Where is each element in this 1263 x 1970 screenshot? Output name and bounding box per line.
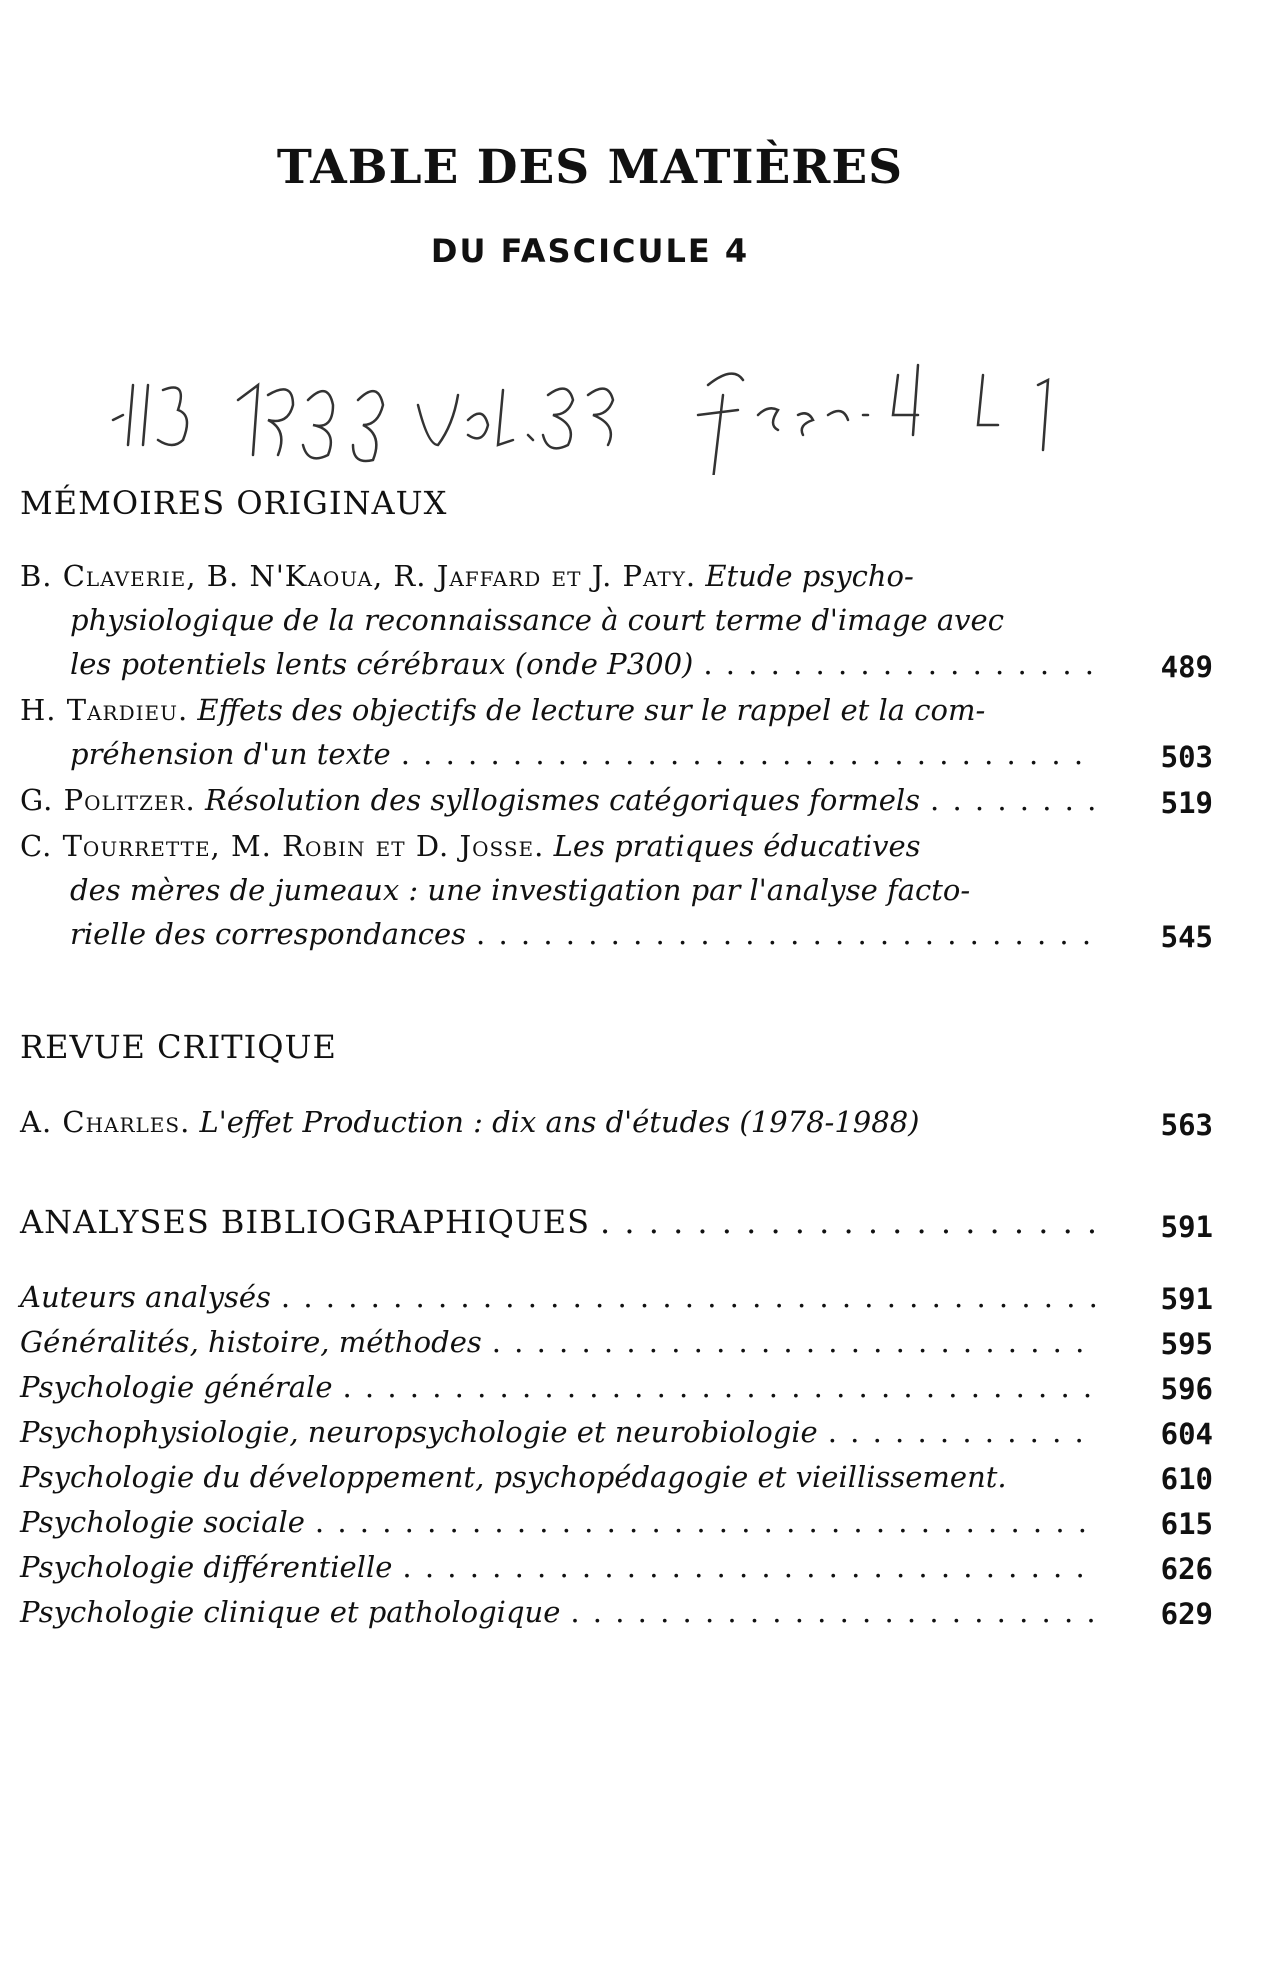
leader-dots xyxy=(401,732,1098,776)
section-heading-memoires: MÉMOIRES ORIGINAUX xyxy=(20,484,448,522)
page-number: 545 xyxy=(1160,920,1213,954)
section-heading-label: ANALYSES BIBLIOGRAPHIQUES xyxy=(20,1203,591,1241)
entry-title-line: rielle des correspondances xyxy=(70,917,467,951)
leader-dots xyxy=(476,912,1098,956)
list-item[interactable] xyxy=(20,1280,1108,1314)
list-item[interactable] xyxy=(20,1595,1108,1629)
entry-title-line: Etude psycho- xyxy=(705,559,914,593)
entry-title-line: des mères de jumeaux : une investigation par l'analyse facto- xyxy=(70,873,971,907)
toc-entry-politzer[interactable] xyxy=(20,778,1108,822)
leader-dots xyxy=(600,1200,1098,1244)
section-heading-analyses[interactable] xyxy=(20,1200,1108,1244)
page-number: 591 xyxy=(1160,1210,1213,1244)
page-number: 596 xyxy=(1160,1372,1213,1406)
page-number: 615 xyxy=(1160,1507,1213,1541)
list-item[interactable] xyxy=(20,1325,1108,1359)
page-number: 610 xyxy=(1160,1462,1213,1496)
page-subtitle: DU FASCICULE 4 xyxy=(430,232,750,270)
list-item-label: Psychologie sociale xyxy=(20,1505,305,1539)
leader-dots xyxy=(315,1505,1098,1539)
list-item[interactable] xyxy=(20,1550,1108,1584)
page-number: 519 xyxy=(1160,786,1213,820)
toc-entry-tourrette[interactable] xyxy=(20,824,1108,956)
page-number: 626 xyxy=(1160,1552,1213,1586)
leader-dots xyxy=(402,1550,1098,1584)
toc-entry-charles[interactable] xyxy=(20,1100,1108,1144)
entry-title-line: physiologique de la reconnaissance à court terme d'image avec xyxy=(70,603,1004,637)
list-item[interactable] xyxy=(20,1505,1108,1539)
leader-dots xyxy=(281,1280,1098,1314)
page-number: 591 xyxy=(1160,1282,1213,1316)
list-item-label: Généralités, histoire, méthodes xyxy=(20,1325,482,1359)
entry-title-line: Résolution des syllogismes catégoriques formels xyxy=(205,783,921,817)
list-item-label: Auteurs analysés xyxy=(20,1280,271,1314)
leader-dots xyxy=(570,1595,1098,1629)
toc-entry-claverie[interactable] xyxy=(20,554,1108,686)
list-item-label: Psychophysiologie, neuropsychologie et neurobiologie xyxy=(20,1415,818,1449)
page-number: 503 xyxy=(1160,740,1213,774)
handwritten-annotation xyxy=(108,345,1188,475)
section-heading-revue: REVUE CRITIQUE xyxy=(20,1028,337,1066)
list-item-label: Psychologie clinique et pathologique xyxy=(20,1595,561,1629)
page-number: 563 xyxy=(1160,1108,1213,1142)
page-number: 629 xyxy=(1160,1597,1213,1631)
list-item[interactable] xyxy=(20,1460,1108,1494)
list-item-label: Psychologie générale xyxy=(20,1370,333,1404)
list-item[interactable] xyxy=(20,1370,1108,1404)
entry-authors: A. Charles. xyxy=(20,1105,191,1139)
entry-authors: C. Tourrette, M. Robin et D. Josse. xyxy=(20,829,545,863)
page-title: TABLE DES MATIÈRES xyxy=(276,140,904,195)
entry-authors: G. Politzer. xyxy=(20,783,196,817)
entry-title-line: L'effet Production : dix ans d'études (1978-1988) xyxy=(199,1105,920,1139)
leader-dots xyxy=(828,1415,1098,1449)
page-number: 489 xyxy=(1160,650,1213,684)
list-item-label: Psychologie différentielle xyxy=(20,1550,393,1584)
leader-dots xyxy=(343,1370,1099,1404)
entry-title-line: Les pratiques éducatives xyxy=(553,829,921,863)
page-number: 595 xyxy=(1160,1327,1213,1361)
list-item-label: Psychologie du développement, psychopédagogie et vieillissement. xyxy=(20,1460,1007,1494)
entry-authors: H. Tardieu. xyxy=(20,693,189,727)
leader-dots xyxy=(492,1325,1098,1359)
leader-dots xyxy=(703,642,1098,686)
page-number: 604 xyxy=(1160,1417,1213,1451)
list-item[interactable] xyxy=(20,1415,1108,1449)
leader-dots xyxy=(930,778,1098,822)
entry-title-line: les potentiels lents cérébraux (onde P300) xyxy=(70,647,694,681)
toc-entry-tardieu[interactable] xyxy=(20,688,1108,776)
entry-title-line: préhension d'un texte xyxy=(70,737,391,771)
entry-title-line: Effets des objectifs de lecture sur le rappel et la com- xyxy=(197,693,986,727)
entry-authors: B. Claverie, B. N'Kaoua, R. Jaffard et J. Paty. xyxy=(20,559,697,593)
